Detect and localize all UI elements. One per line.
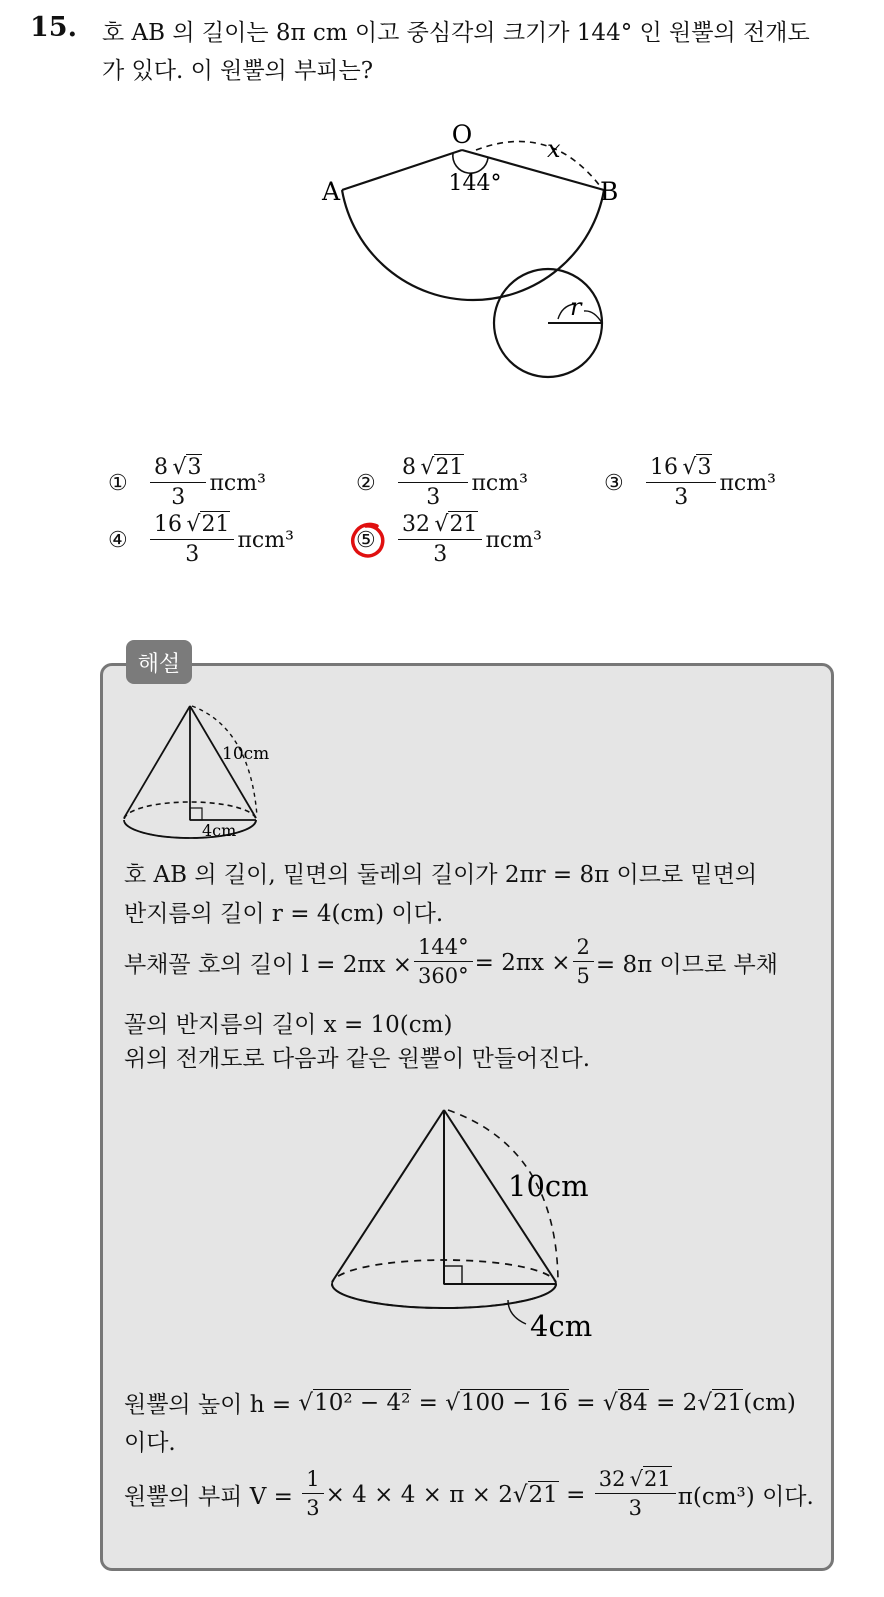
h-eq2: = (576, 1389, 596, 1416)
label-a: A (322, 177, 341, 206)
solution-para1-line2: 반지름의 길이 r = 4(cm) 이다. (124, 901, 444, 927)
solution-tag: 해설 (126, 640, 192, 684)
choice-3[interactable]: ③ $\frac{16 √3}{3}$ πcm³ (604, 455, 776, 511)
h-unit: (cm) (743, 1389, 796, 1416)
numerator-radicand: 3 (187, 455, 202, 480)
solution-para2 (124, 936, 778, 989)
radius-arc-mark-2 (584, 311, 602, 323)
denominator: 3 (171, 485, 186, 511)
p2-post: = 8π 이므로 부채 (595, 952, 778, 979)
right-angle-mark (190, 808, 202, 820)
cone-net-figure (300, 110, 640, 390)
p2-frac1-den: 360° (418, 964, 469, 989)
answer-circle-mark (346, 520, 390, 564)
label-r: r (570, 293, 582, 321)
solution-volume-line: 원뿔의 부피 V = $\frac{1}{3}$ × 4 × 4 × π × 2 √21 = $\frac{32 √21}{3}$ π(cm³) 이다. (124, 1467, 814, 1521)
v-frac2-den: 3 (628, 1496, 642, 1521)
choice-unit: πcm³ (209, 471, 266, 497)
numerator-radicand: 21 (449, 512, 478, 537)
p2-frac2-num: 2 (573, 936, 594, 962)
v-post: π(cm³) 이다. (677, 1484, 814, 1511)
solution-para1-line1: 호 AB 의 길이, 밑면의 둘레의 길이가 2πr = 8π 이므로 밑면의 (124, 862, 758, 888)
choice-marker: ② (356, 471, 376, 497)
choice-5[interactable]: ⑤ $\frac{32 √21}{3}$ πcm³ (356, 513, 542, 569)
v-frac1-num: 1 (302, 1468, 323, 1494)
label-o: O (451, 120, 473, 149)
numerator-coef: 8 (154, 455, 168, 480)
big-cone-figure (320, 1100, 620, 1345)
small-cone-figure (118, 698, 288, 843)
h-radicand-1: 10² − 4² (314, 1389, 411, 1416)
h-radicand-3: 84 (618, 1389, 648, 1416)
sector-arc (342, 190, 604, 300)
solution-para3-line1: 꼴의 반지름의 길이 x = 10(cm) (124, 1012, 453, 1038)
big-slant-label: 10cm (508, 1169, 589, 1203)
numerator-coef: 8 (402, 455, 416, 480)
p2-frac1-num: 144° (414, 936, 473, 962)
choice-unit: πcm³ (485, 528, 542, 554)
numerator-radicand: 21 (201, 512, 230, 537)
denominator: 3 (426, 485, 441, 511)
v-frac2-coef: 32 (598, 1467, 626, 1491)
choice-2[interactable]: ② $\frac{8 √21}{3}$ πcm³ (356, 455, 528, 511)
solution-height-line: 원뿔의 높이 h = √10² − 4² = √100 − 16 = √84 = 2 √21 (cm) (124, 1386, 796, 1419)
v-frac1-den: 3 (306, 1496, 320, 1521)
label-x: x (547, 135, 561, 163)
v-pre: 원뿔의 부피 V = (124, 1484, 293, 1511)
p2-pre: 부채꼴 호의 길이 l = 2πx × (124, 952, 413, 979)
question-text-line1: 호 AB 의 길이는 8π cm 이고 중심각의 크기가 144° 인 원뿔의 전개도 (102, 20, 810, 46)
solution-para3-line2: 위의 전개도로 다음과 같은 원뿔이 만들어진다. (124, 1046, 591, 1072)
cone-slant-left (332, 1110, 444, 1282)
choice-marker: ⑤ (356, 528, 376, 554)
h-eq3: = 2 (656, 1389, 698, 1416)
solution-height-line2: 이다. (124, 1430, 176, 1456)
h-radicand-4: 21 (712, 1389, 743, 1416)
choice-unit: πcm³ (471, 471, 528, 497)
question-text-line2: 가 있다. 이 원뿔의 부피는? (102, 58, 374, 84)
label-angle: 144° (448, 171, 502, 196)
numerator-coef: 16 (650, 455, 678, 480)
big-radius-label: 4cm (530, 1309, 593, 1343)
v-frac2-radicand: 21 (644, 1467, 671, 1491)
choice-marker: ④ (108, 528, 128, 554)
choice-unit: πcm³ (719, 471, 776, 497)
numerator-radicand: 3 (697, 455, 712, 480)
h-pre: 원뿔의 높이 h = (124, 1392, 292, 1418)
small-radius-label: 4cm (202, 821, 237, 840)
choice-marker: ③ (604, 471, 624, 497)
cone-slant-left (124, 706, 190, 818)
v-eq: = (566, 1481, 586, 1508)
sector-radius-oa (342, 150, 462, 190)
small-slant-label: 10cm (222, 744, 270, 764)
p2-mid: = 2πx × (474, 949, 571, 976)
denominator: 3 (674, 485, 689, 511)
denominator: 3 (433, 542, 448, 568)
v-radicand: 21 (528, 1481, 558, 1508)
right-angle-mark (444, 1266, 462, 1284)
h-eq1: = (418, 1389, 438, 1416)
choice-1[interactable]: ① $\frac{8 √3}{3}$ πcm³ (108, 455, 266, 511)
numerator-coef: 32 (402, 512, 430, 537)
h-radicand-2: 100 − 16 (460, 1389, 568, 1416)
choice-4[interactable]: ④ $\frac{16 √21}{3}$ πcm³ (108, 512, 294, 568)
question-number: 15. (30, 12, 77, 43)
v-mid: × 4 × 4 × π × 2 (325, 1481, 513, 1508)
label-b: B (600, 177, 619, 206)
choice-marker-wrap (356, 528, 396, 553)
denominator: 3 (185, 542, 200, 568)
p2-frac2-den: 5 (576, 964, 590, 989)
choice-marker: ① (108, 471, 128, 497)
numerator-radicand: 21 (435, 455, 464, 480)
cone-base-front (332, 1284, 556, 1308)
numerator-coef: 16 (154, 512, 182, 537)
choice-unit: πcm³ (237, 528, 294, 554)
